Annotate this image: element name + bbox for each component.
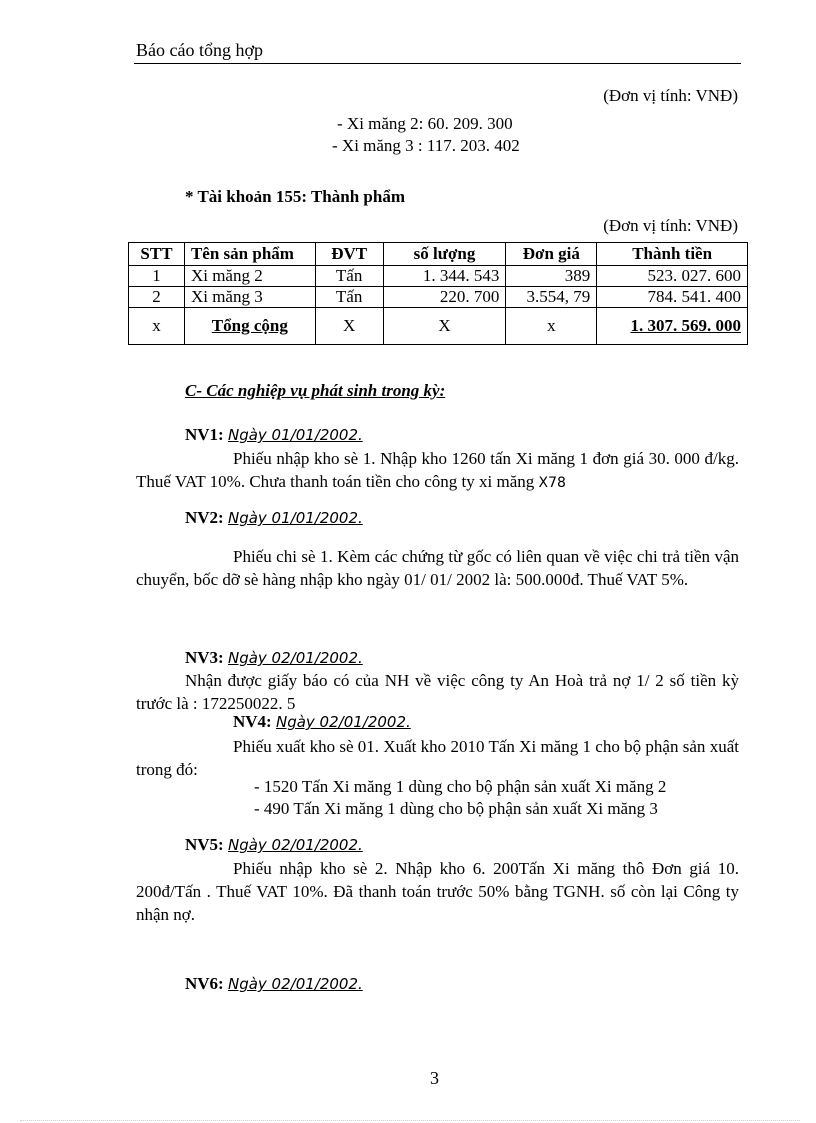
nv2-date: Ngày 01/01/2002. bbox=[227, 509, 363, 527]
nv5-label: NV5: bbox=[185, 835, 224, 854]
cell-unit: Tấn bbox=[315, 266, 383, 287]
col-header-stt: STT bbox=[129, 243, 185, 266]
cell-stt: 1 bbox=[129, 266, 185, 287]
cell-price: 3.554, 79 bbox=[506, 287, 597, 308]
nv4-body: Phiếu xuất kho sè 01. Xuất kho 2010 Tấn Xi măng 1 cho bộ phận sản xuất trong đó: bbox=[136, 737, 739, 779]
unit-note-1: (Đơn vị tính: VNĐ) bbox=[603, 86, 738, 105]
unit-note-2: (Đơn vị tính: VNĐ) bbox=[603, 216, 738, 235]
nv6-heading bbox=[185, 974, 363, 994]
cell-product: Xi măng 3 bbox=[184, 287, 315, 308]
nv5-text bbox=[136, 857, 739, 926]
header-title: Báo cáo tổng hợp bbox=[136, 40, 263, 60]
nv4-label: NV4: bbox=[233, 712, 272, 731]
nv5-heading bbox=[185, 835, 363, 855]
total-label: Tổng cộng bbox=[184, 308, 315, 345]
nv1-date: Ngày 01/01/2002. bbox=[227, 426, 363, 444]
nv1-tail: X78 bbox=[538, 475, 566, 491]
nv2-label: NV2: bbox=[185, 508, 224, 527]
col-header-quantity: số lượng bbox=[383, 243, 506, 266]
col-header-amount: Thành tiền bbox=[597, 243, 748, 266]
finished-goods-table bbox=[128, 242, 748, 345]
nv4-date: Ngày 02/01/2002. bbox=[275, 713, 411, 731]
header-divider bbox=[134, 63, 741, 64]
table-row bbox=[129, 266, 748, 287]
total-unit: X bbox=[315, 308, 383, 345]
col-header-price: Đơn giá bbox=[506, 243, 597, 266]
nv1-text bbox=[136, 447, 739, 495]
page-edge bbox=[20, 1120, 800, 1121]
cell-stt: 2 bbox=[129, 287, 185, 308]
cell-unit: Tấn bbox=[315, 287, 383, 308]
col-header-unit: ĐVT bbox=[315, 243, 383, 266]
cell-amount: 523. 027. 600 bbox=[597, 266, 748, 287]
table-total-row bbox=[129, 308, 748, 345]
nv3-body: Nhận được giấy báo có của NH về việc công ty An Hoà trả nợ 1/ 2 số tiền kỳ trước là : 172250022. 5 bbox=[136, 671, 739, 713]
section-c-title: C- Các nghiệp vụ phát sinh trong kỳ: bbox=[185, 381, 446, 400]
nv3-text bbox=[136, 669, 739, 715]
nv4-heading bbox=[233, 712, 411, 732]
cell-quantity: 1. 344. 543 bbox=[383, 266, 506, 287]
nv3-date: Ngày 02/01/2002. bbox=[227, 649, 363, 667]
col-header-product: Tên sản phẩm bbox=[184, 243, 315, 266]
nv2-heading bbox=[185, 508, 363, 528]
total-amount: 1. 307. 569. 000 bbox=[597, 308, 748, 345]
nv2-text bbox=[136, 545, 739, 591]
nv5-body: Phiếu nhập kho sè 2. Nhập kho 6. 200Tấn Xi măng thô Đơn giá 10. 200đ/Tấn . Thuế VAT 10%. Đã thanh toán trước 50% bằng TGNH. số còn lại Công ty nhận nợ. bbox=[136, 859, 739, 924]
total-price: x bbox=[506, 308, 597, 345]
total-quantity: X bbox=[383, 308, 506, 345]
nv1-body: Phiếu nhập kho sè 1. Nhập kho 1260 tấn Xi măng 1 đơn giá 30. 000 đ/kg. Thuế VAT 10%. Chưa thanh toán tiền cho công ty xi măng bbox=[136, 449, 739, 491]
nv5-date: Ngày 02/01/2002. bbox=[227, 836, 363, 854]
cell-quantity: 220. 700 bbox=[383, 287, 506, 308]
nv6-label: NV6: bbox=[185, 974, 224, 993]
page-number: 3 bbox=[430, 1068, 439, 1088]
nv6-date: Ngày 02/01/2002. bbox=[227, 975, 363, 993]
cell-price: 389 bbox=[506, 266, 597, 287]
prev-line-2: - Xi măng 3 : 117. 203. 402 bbox=[332, 136, 520, 155]
account-title: * Tài khoản 155: Thành phẩm bbox=[185, 187, 405, 206]
nv1-heading bbox=[185, 425, 363, 445]
table-header-row bbox=[129, 243, 748, 266]
prev-line-1: - Xi măng 2: 60. 209. 300 bbox=[337, 114, 513, 133]
nv4-item-1: - 1520 Tấn Xi măng 1 dùng cho bộ phận sản xuất Xi măng 2 bbox=[254, 777, 667, 796]
nv3-label: NV3: bbox=[185, 648, 224, 667]
nv4-item-2: - 490 Tấn Xi măng 1 dùng cho bộ phận sản xuất Xi măng 3 bbox=[254, 799, 658, 818]
nv1-label: NV1: bbox=[185, 425, 224, 444]
nv4-text bbox=[136, 735, 739, 781]
nv2-body: Phiếu chi sè 1. Kèm các chứng từ gốc có liên quan về việc chi trả tiền vận chuyển, bốc dỡ sè hàng nhập kho ngày 01/ 01/ 2002 là: 500.000đ. Thuế VAT 5%. bbox=[136, 547, 739, 589]
table-row bbox=[129, 287, 748, 308]
cell-amount: 784. 541. 400 bbox=[597, 287, 748, 308]
nv3-heading bbox=[185, 648, 363, 668]
total-stt: x bbox=[129, 308, 185, 345]
cell-product: Xi măng 2 bbox=[184, 266, 315, 287]
